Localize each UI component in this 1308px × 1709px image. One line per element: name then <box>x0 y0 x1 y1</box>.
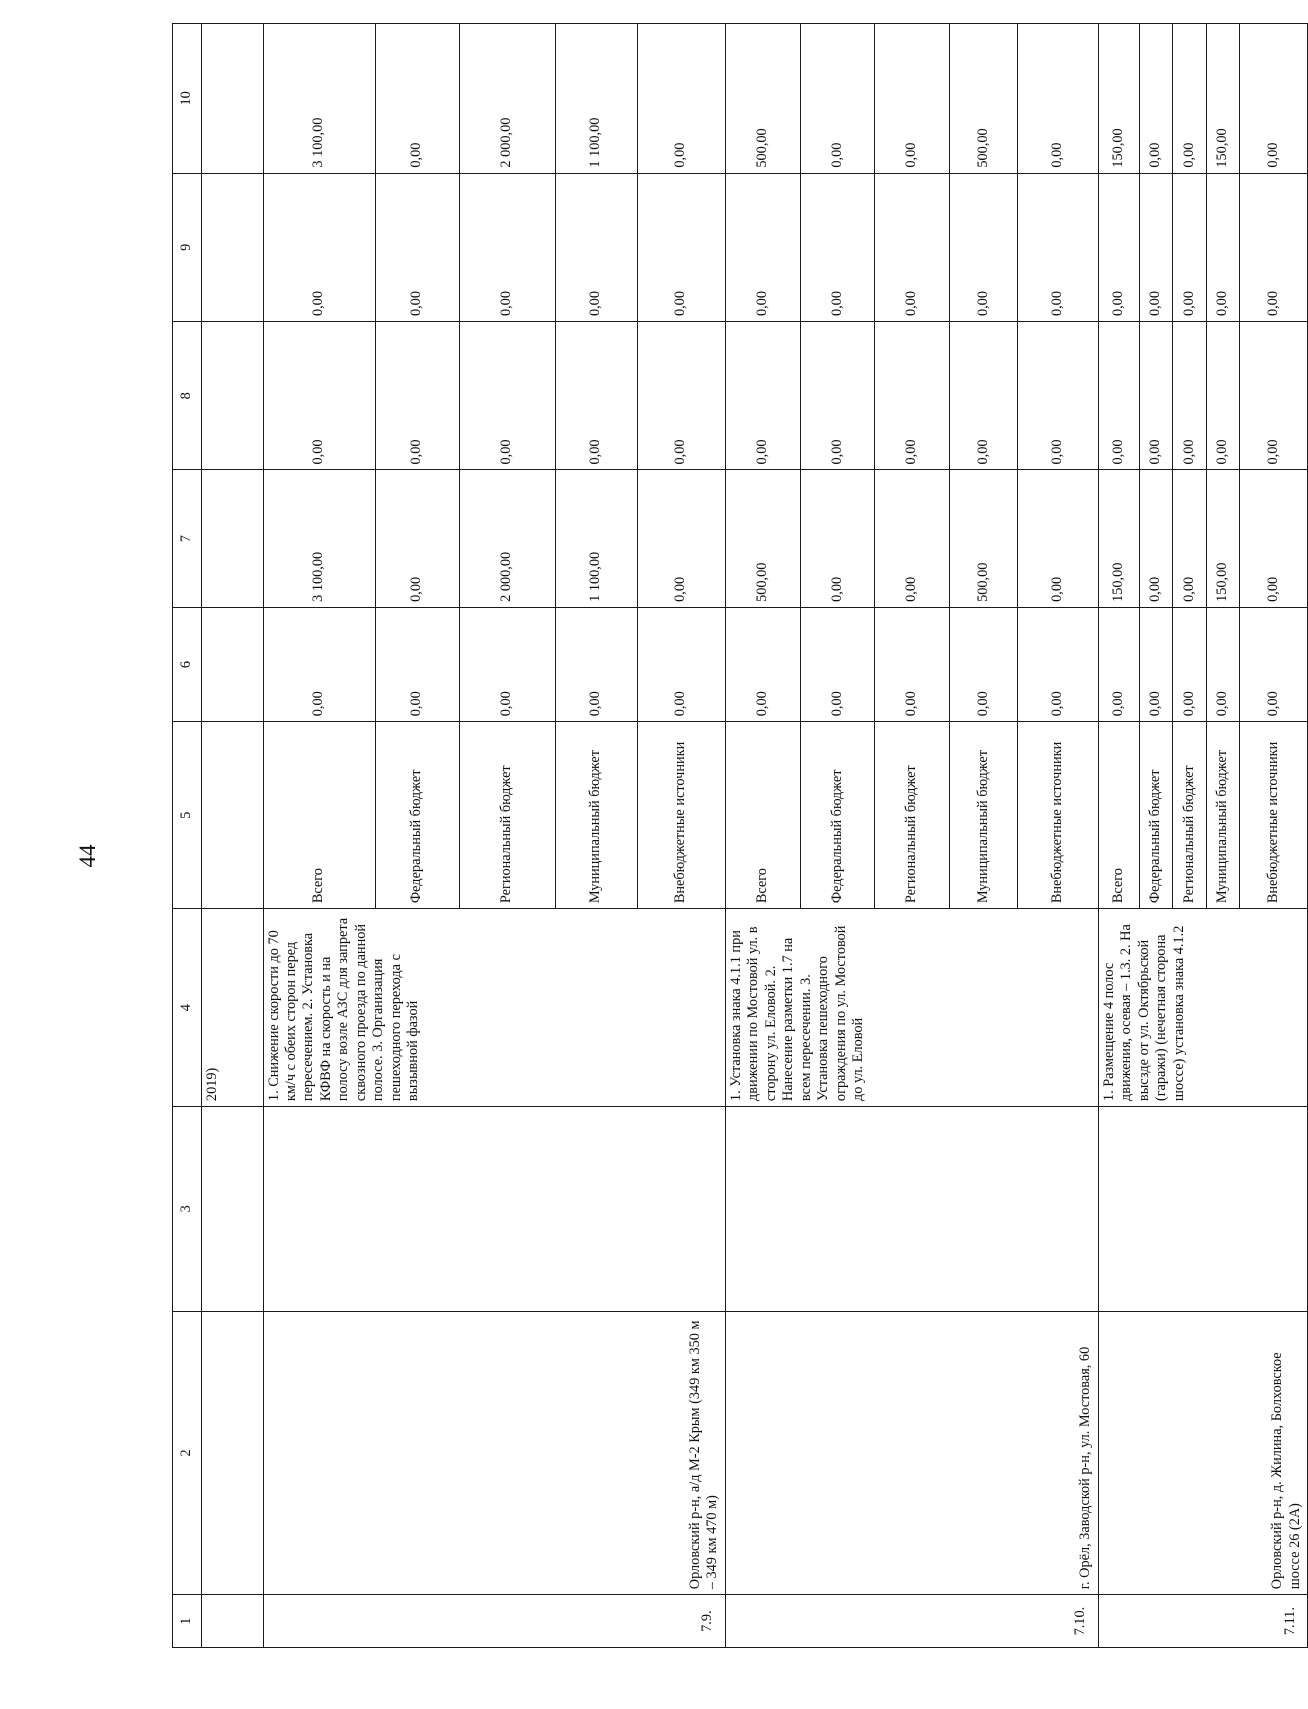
funding-source: Всего <box>1098 722 1139 909</box>
amount-c9: 0,00 <box>1139 173 1172 321</box>
row-number: 7.11. <box>1098 1595 1307 1648</box>
funding-source: Внебюджетные источники <box>1239 722 1307 909</box>
amount-c7: 0,00 <box>1017 470 1098 607</box>
amount-c6: 0,00 <box>1173 607 1206 721</box>
amount-c10: 3 100,00 <box>263 24 375 174</box>
amount-c8: 0,00 <box>459 322 555 470</box>
amount-c9: 0,00 <box>459 173 555 321</box>
amount-c6: 0,00 <box>1206 607 1239 721</box>
funding-source: Муниципальный бюджет <box>950 722 1018 909</box>
amount-c6: 0,00 <box>555 607 637 721</box>
column-header: 2 <box>173 1311 202 1595</box>
funding-source: Внебюджетные источники <box>1017 722 1098 909</box>
amount-c8: 0,00 <box>263 322 375 470</box>
amount-c8: 0,00 <box>1173 322 1206 470</box>
amount-c8: 0,00 <box>375 322 459 470</box>
column-header: 7 <box>173 470 202 607</box>
amount-c7: 0,00 <box>874 470 949 607</box>
continuation-text: 2019) <box>202 909 263 1107</box>
location-cell: Орловский р-н, д. Жилина, Болховское шоссе 26 (2А) <box>1098 1311 1307 1595</box>
amount-c9: 0,00 <box>1206 173 1239 321</box>
amount-c7: 0,00 <box>1139 470 1172 607</box>
amount-c8: 0,00 <box>801 322 874 470</box>
amount-c8: 0,00 <box>637 322 725 470</box>
amount-c9: 0,00 <box>1017 173 1098 321</box>
amount-c7: 3 100,00 <box>263 470 375 607</box>
amount-c10: 0,00 <box>1173 24 1206 174</box>
amount-c10: 0,00 <box>637 24 725 174</box>
amount-c6: 0,00 <box>725 607 800 721</box>
funding-source: Муниципальный бюджет <box>1206 722 1239 909</box>
amount-c10: 0,00 <box>1139 24 1172 174</box>
amount-c8: 0,00 <box>555 322 637 470</box>
amount-c8: 0,00 <box>874 322 949 470</box>
amount-c10: 500,00 <box>950 24 1018 174</box>
funding-source: Муниципальный бюджет <box>555 722 637 909</box>
table-body <box>263 24 1307 1648</box>
amount-c9: 0,00 <box>725 173 800 321</box>
amount-c7: 0,00 <box>637 470 725 607</box>
amount-c9: 0,00 <box>1173 173 1206 321</box>
amount-c7: 1 100,00 <box>555 470 637 607</box>
table-row <box>263 24 375 1648</box>
amount-c6: 0,00 <box>874 607 949 721</box>
amount-c9: 0,00 <box>637 173 725 321</box>
amount-c10: 0,00 <box>874 24 949 174</box>
col3-cell <box>263 1107 725 1312</box>
amount-c10: 1 100,00 <box>555 24 637 174</box>
amount-c9: 0,00 <box>801 173 874 321</box>
measures-cell: 1. Установка знака 4.1.1 при движении по Мостовой ул. в сторону ул. Еловой. 2. Нанесение разметки 1.7 на всем пересечении. 3. Установка пешеходного ограждения по ул. Мостовой до ул. Еловой <box>725 909 1098 1107</box>
location-cell: Орловский р-н, а/д М-2 Крым (349 км 350 м – 349 км 470 м) <box>263 1311 725 1595</box>
amount-c7: 150,00 <box>1206 470 1239 607</box>
amount-c6: 0,00 <box>637 607 725 721</box>
amount-c10: 0,00 <box>375 24 459 174</box>
funding-source: Региональный бюджет <box>459 722 555 909</box>
amount-c8: 0,00 <box>1017 322 1098 470</box>
amount-c9: 0,00 <box>375 173 459 321</box>
amount-c8: 0,00 <box>950 322 1018 470</box>
funding-source: Региональный бюджет <box>1173 722 1206 909</box>
amount-c7: 500,00 <box>950 470 1018 607</box>
budget-table <box>172 23 1308 1648</box>
amount-c6: 0,00 <box>375 607 459 721</box>
column-header: 3 <box>173 1107 202 1312</box>
amount-c9: 0,00 <box>263 173 375 321</box>
amount-c6: 0,00 <box>1239 607 1307 721</box>
column-header: 9 <box>173 173 202 321</box>
amount-c6: 0,00 <box>1139 607 1172 721</box>
amount-c10: 0,00 <box>801 24 874 174</box>
amount-c9: 0,00 <box>874 173 949 321</box>
continuation-row <box>202 24 263 1648</box>
amount-c10: 0,00 <box>1239 24 1307 174</box>
amount-c10: 0,00 <box>1017 24 1098 174</box>
amount-c9: 0,00 <box>950 173 1018 321</box>
column-header: 6 <box>173 607 202 721</box>
measures-cell: 1. Снижение скорости до 70 км/ч с обеих сторон перед пересечением. 2. Установка КФВФ на скорость и на полосу возле АЗС для запрета сквозного проезда по данной полосе. 3. Организация пешеходного перехода с вызывной фазой <box>263 909 725 1107</box>
funding-source: Всего <box>263 722 375 909</box>
amount-c8: 0,00 <box>1239 322 1307 470</box>
amount-c7: 0,00 <box>801 470 874 607</box>
column-header: 10 <box>173 24 202 174</box>
amount-c6: 0,00 <box>263 607 375 721</box>
amount-c7: 150,00 <box>1098 470 1139 607</box>
funding-source: Всего <box>725 722 800 909</box>
amount-c6: 0,00 <box>1017 607 1098 721</box>
amount-c9: 0,00 <box>555 173 637 321</box>
amount-c7: 0,00 <box>1239 470 1307 607</box>
amount-c10: 2 000,00 <box>459 24 555 174</box>
column-header: 5 <box>173 722 202 909</box>
column-header-row <box>173 24 202 1648</box>
funding-source: Федеральный бюджет <box>801 722 874 909</box>
amount-c8: 0,00 <box>1139 322 1172 470</box>
col3-cell <box>1098 1107 1307 1312</box>
column-header: 1 <box>173 1595 202 1648</box>
amount-c8: 0,00 <box>1206 322 1239 470</box>
location-cell: г. Орёл, Заводской р-н, ул. Мостовая, 60 <box>725 1311 1098 1595</box>
funding-source: Внебюджетные источники <box>637 722 725 909</box>
column-header: 8 <box>173 322 202 470</box>
amount-c7: 500,00 <box>725 470 800 607</box>
amount-c6: 0,00 <box>459 607 555 721</box>
page-number: 44 <box>75 844 100 868</box>
column-header: 4 <box>173 909 202 1107</box>
table-row <box>1098 24 1139 1648</box>
amount-c6: 0,00 <box>801 607 874 721</box>
amount-c10: 150,00 <box>1206 24 1239 174</box>
amount-c7: 0,00 <box>1173 470 1206 607</box>
row-number: 7.10. <box>725 1595 1098 1648</box>
amount-c9: 0,00 <box>1098 173 1139 321</box>
funding-source: Федеральный бюджет <box>375 722 459 909</box>
amount-c7: 2 000,00 <box>459 470 555 607</box>
amount-c10: 150,00 <box>1098 24 1139 174</box>
funding-source: Федеральный бюджет <box>1139 722 1172 909</box>
funding-source: Региональный бюджет <box>874 722 949 909</box>
amount-c8: 0,00 <box>1098 322 1139 470</box>
amount-c6: 0,00 <box>1098 607 1139 721</box>
table-row <box>725 24 800 1648</box>
amount-c8: 0,00 <box>725 322 800 470</box>
col3-cell <box>725 1107 1098 1312</box>
amount-c6: 0,00 <box>950 607 1018 721</box>
amount-c10: 500,00 <box>725 24 800 174</box>
measures-cell: 1. Размещение 4 полос движения, осевая – 1.3. 2. На высзде от ул. Октябрьской (гаражи) (нечетная сторона шоссе) установка знака 4.1.2 <box>1098 909 1307 1107</box>
row-number: 7.9. <box>263 1595 725 1648</box>
rotated-table-container <box>172 23 1308 1648</box>
amount-c7: 0,00 <box>375 470 459 607</box>
amount-c9: 0,00 <box>1239 173 1307 321</box>
